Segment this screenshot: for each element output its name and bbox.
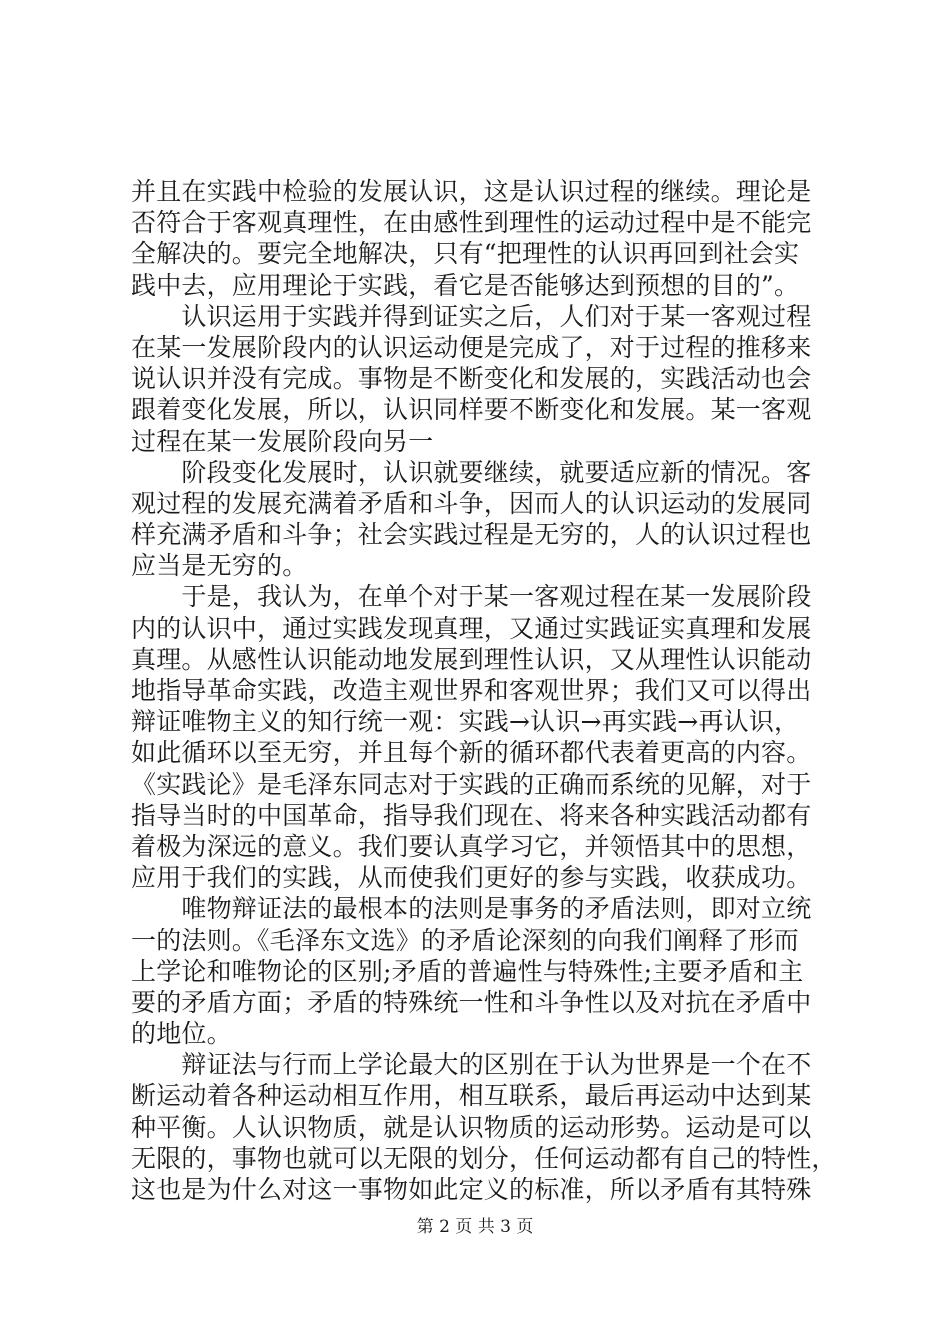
text-line: 真理。从感性认识能动地发展到理性认识，又从理性认识能动 <box>131 644 812 674</box>
text-line: 《实践论》是毛泽东同志对于实践的正确而系统的见解，对于 <box>131 769 812 799</box>
text-line: 认识运用于实践并得到证实之后，人们对于某一客观过程 <box>131 301 812 331</box>
text-line: 并且在实践中检验的发展认识，这是认识过程的继续。理论是 <box>131 177 812 206</box>
text-line: 地指导革命实践，改造主观世界和客观世界；我们又可以得出 <box>131 676 812 705</box>
text-line: 阶段变化发展时，认识就要继续，就要适应新的情况。客 <box>131 457 812 487</box>
text-line: 如此循环以至无穷，并且每个新的循环都代表着更高的内容。 <box>131 738 812 768</box>
text-line: 要的矛盾方面；矛盾的特殊统一性和斗争性以及对抗在矛盾中 <box>131 987 812 1017</box>
text-line: 过程在某一发展阶段向另一 <box>131 426 434 456</box>
text-line: 唯物辩证法的最根本的法则是事务的矛盾法则，即对立统 <box>131 894 812 924</box>
text-line: 观过程的发展充满着矛盾和斗争，因而人的认识运动的发展同 <box>131 488 812 518</box>
text-line: 种平衡。人认识物质，就是认识物质的运动形势。运动是可以 <box>131 1112 812 1142</box>
text-line: 说认识并没有完成。事物是不断变化和发展的，实践活动也会 <box>131 364 812 394</box>
text-line: 上学论和唯物论的区别;矛盾的普遍性与特殊性;主要矛盾和主 <box>131 956 804 986</box>
text-line: 跟着变化发展，所以，认识同样要不断变化和发展。某一客观 <box>131 395 812 425</box>
text-line: 在某一发展阶段内的认识运动便是完成了，对于过程的推移来 <box>131 332 812 362</box>
text-line: 样充满矛盾和斗争；社会实践过程是无穷的，人的认识过程也 <box>131 520 812 550</box>
text-line: 无限的，事物也就可以无限的划分，任何运动都有自己的特性， <box>131 1143 837 1173</box>
document-body <box>131 176 837 1205</box>
text-line: 辩证法与行而上学论最大的区别在于认为世界是一个在不 <box>131 1050 812 1080</box>
text-line: 应用于我们的实践，从而使我们更好的参与实践，收获成功。 <box>131 863 812 893</box>
text-line: 一的法则。《毛泽东文选》的矛盾论深刻的向我们阐释了形而 <box>131 925 799 955</box>
text-line: 断运动着各种运动相互作用，相互联系，最后再运动中达到某 <box>131 1081 812 1111</box>
text-line: 指导当时的中国革命，指导我们现在、将来各种实践活动都有 <box>131 800 812 830</box>
text-line: 否符合于客观真理性，在由感性到理性的运动过程中是不能完 <box>131 208 812 238</box>
text-line: 内的认识中，通过实践发现真理，又通过实践证实真理和发展 <box>131 613 812 643</box>
text-line: 这也是为什么对这一事物如此定义的标准，所以矛盾有其特殊 <box>131 1175 812 1204</box>
text-line: 应当是无穷的。 <box>131 551 308 581</box>
text-line: 的地位。 <box>131 1019 232 1049</box>
text-line: 践中去，应用理论于实践，看它是否能够达到预想的目的”。 <box>131 270 800 300</box>
page-number-footer: 第 2 页 共 3 页 <box>416 1217 534 1237</box>
text-line: 于是，我认为，在单个对于某一客观过程在某一发展阶段 <box>131 582 812 612</box>
text-line: 全解决的。要完全地解决，只有“把理性的认识再回到社会实 <box>131 239 800 269</box>
text-line: 辩证唯物主义的知行统一观：实践→认识→再实践→再认识， <box>131 707 800 737</box>
text-line: 着极为深远的意义。我们要认真学习它，并领悟其中的思想， <box>131 831 812 861</box>
